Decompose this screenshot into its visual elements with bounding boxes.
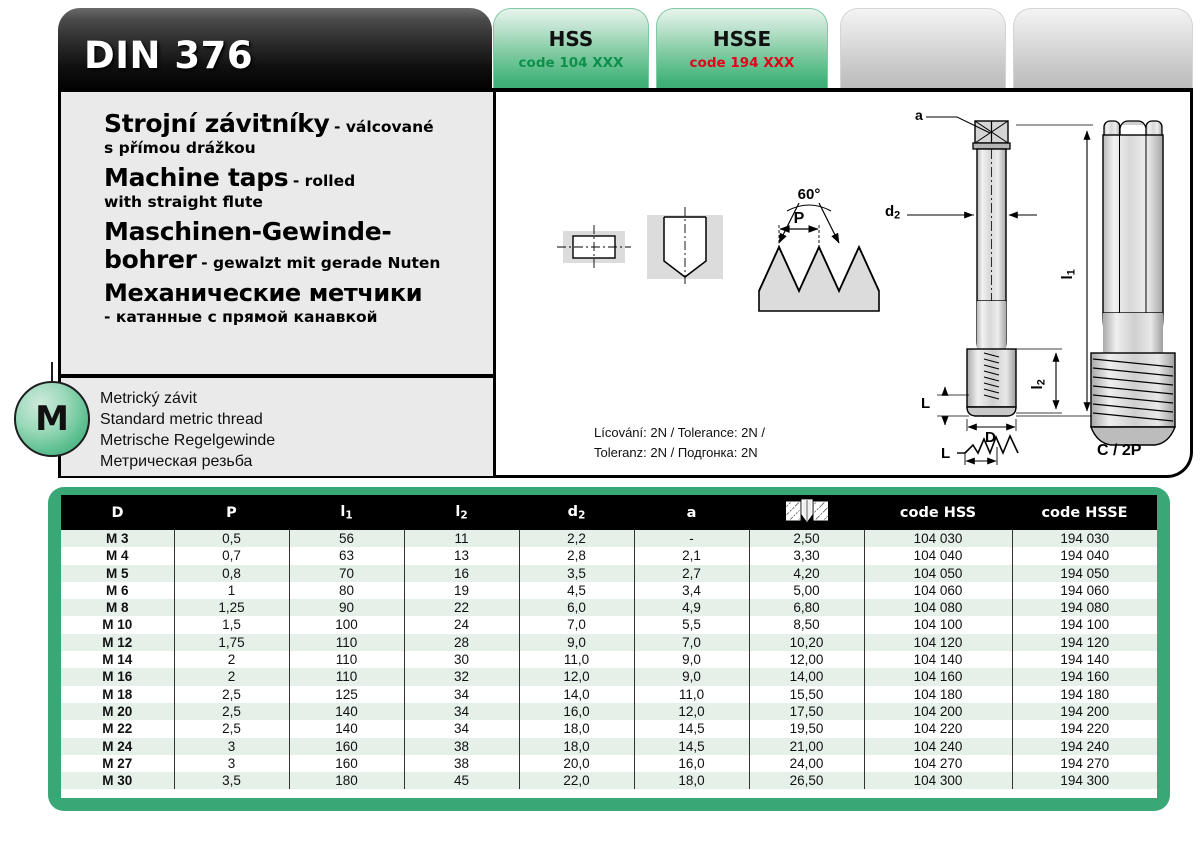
table-cell: M 20 xyxy=(61,703,174,720)
table-cell: 110 xyxy=(289,668,404,685)
table-cell: 18,0 xyxy=(634,772,749,789)
product-titles xyxy=(104,110,484,327)
table-cell: 34 xyxy=(404,686,519,703)
technical-drawings xyxy=(497,95,1193,476)
table-cell: 3 xyxy=(174,738,289,755)
blind-hole-section-icon xyxy=(647,207,723,285)
header-square-shank xyxy=(749,495,864,530)
table-cell: 80 xyxy=(289,582,404,599)
table-cell: M 8 xyxy=(61,599,174,616)
thread-type-names xyxy=(100,388,275,472)
table-cell: 160 xyxy=(289,755,404,772)
header-l2: $l_2$ xyxy=(404,495,519,530)
tap-drawing-dimensioned xyxy=(967,121,1016,416)
table-cell: 5,00 xyxy=(749,582,864,599)
table-row xyxy=(61,599,1157,616)
table-cell: 38 xyxy=(404,755,519,772)
tab-hsse-code: code 194 XXX xyxy=(689,55,795,71)
table-cell: 194 080 xyxy=(1012,599,1157,616)
table-cell: 3 xyxy=(174,755,289,772)
thread-name-de: Metrische Regelgewinde xyxy=(100,432,276,450)
table-cell: M 5 xyxy=(61,565,174,582)
table-row xyxy=(61,530,1157,547)
square-shank-icon xyxy=(786,498,828,528)
table-cell: 110 xyxy=(289,651,404,668)
table-row xyxy=(61,772,1157,789)
table-cell: 19 xyxy=(404,582,519,599)
table-cell: 13 xyxy=(404,547,519,564)
table-cell: 3,5 xyxy=(174,772,289,789)
table-cell: 6,80 xyxy=(749,599,864,616)
table-cell: 3,5 xyxy=(519,565,634,582)
table-cell: 2,5 xyxy=(174,720,289,737)
table-cell: 194 240 xyxy=(1012,738,1157,755)
table-cell: 19,50 xyxy=(749,720,864,737)
table-cell: M 22 xyxy=(61,720,174,737)
tolerance-note xyxy=(594,423,894,463)
table-cell: M 4 xyxy=(61,547,174,564)
table-cell: - xyxy=(634,530,749,547)
table-cell: 180 xyxy=(289,772,404,789)
table-cell: 8,50 xyxy=(749,616,864,633)
nut-top-view-icon xyxy=(557,225,631,269)
thread-name-cs: Metrický závit xyxy=(100,390,197,407)
table-cell: 22,0 xyxy=(519,772,634,789)
table-cell: 34 xyxy=(404,720,519,737)
table-cell: 90 xyxy=(289,599,404,616)
table-cell: 104 300 xyxy=(864,772,1012,789)
table-cell: 14,5 xyxy=(634,720,749,737)
table-cell: 194 180 xyxy=(1012,686,1157,703)
table-row xyxy=(61,582,1157,599)
thread-name-ru: Метрическая резьба xyxy=(100,453,253,471)
table-body xyxy=(61,530,1157,789)
header-a: a xyxy=(634,495,749,530)
pitch-label: P xyxy=(793,210,805,227)
table-cell: 9,0 xyxy=(634,668,749,685)
table-row xyxy=(61,668,1157,685)
table-cell: 16,0 xyxy=(634,755,749,772)
tolerance-note-line1: Lícování: 2N / Tolerance: 2N / xyxy=(594,425,766,440)
title-ru-sub: - катанные с прямой канавкой xyxy=(104,307,378,326)
table-cell: 2,5 xyxy=(174,703,289,720)
table-cell: 194 120 xyxy=(1012,634,1157,651)
table-cell: 70 xyxy=(289,565,404,582)
title-cs-main: Strojní závitníky xyxy=(104,109,330,138)
table-cell: 104 100 xyxy=(864,616,1012,633)
table-cell: 38 xyxy=(404,738,519,755)
tap-drawing-solid xyxy=(1091,121,1175,445)
title-cs-sub: s přímou drážkou xyxy=(104,139,256,157)
table-cell: 2 xyxy=(174,651,289,668)
title-en-suffix: - rolled xyxy=(292,172,356,191)
table-cell: 160 xyxy=(289,738,404,755)
table-cell: 1,75 xyxy=(174,634,289,651)
table-cell: 3,4 xyxy=(634,582,749,599)
table-cell: 0,5 xyxy=(174,530,289,547)
table-cell: 12,0 xyxy=(519,668,634,685)
header-P: P xyxy=(174,495,289,530)
table-cell: 104 050 xyxy=(864,565,1012,582)
table-row xyxy=(61,686,1157,703)
tab-din-title xyxy=(58,8,492,92)
header-code-hsse: code HSSE xyxy=(1012,495,1157,530)
title-en-sub: with straight flute xyxy=(104,193,263,212)
table-cell: 4,20 xyxy=(749,565,864,582)
title-de xyxy=(104,218,484,274)
table-cell: 15,50 xyxy=(749,686,864,703)
table-cell: 21,00 xyxy=(749,738,864,755)
title-cs xyxy=(104,110,484,158)
table-cell: 1,5 xyxy=(174,616,289,633)
title-ru xyxy=(104,280,484,327)
table-cell: 2 xyxy=(174,668,289,685)
table-cell: M 6 xyxy=(61,582,174,599)
table-cell: 194 040 xyxy=(1012,547,1157,564)
title-en xyxy=(104,164,484,212)
table-cell: 45 xyxy=(404,772,519,789)
table-cell: 5,5 xyxy=(634,616,749,633)
table-cell: 16 xyxy=(404,565,519,582)
table-cell: 20,0 xyxy=(519,755,634,772)
table-cell: 18,0 xyxy=(519,720,634,737)
header-D: D xyxy=(61,495,174,530)
table-row xyxy=(61,720,1157,737)
table-row xyxy=(61,738,1157,755)
table-cell: 2,7 xyxy=(634,565,749,582)
table-cell: 3,30 xyxy=(749,547,864,564)
table-cell: 194 160 xyxy=(1012,668,1157,685)
tab-empty-2[interactable] xyxy=(1013,8,1193,92)
table-cell: 18,0 xyxy=(519,738,634,755)
table-cell: 2,5 xyxy=(174,686,289,703)
table-cell: 104 220 xyxy=(864,720,1012,737)
table-cell: 32 xyxy=(404,668,519,685)
table-cell: 104 270 xyxy=(864,755,1012,772)
table-cell: 104 120 xyxy=(864,634,1012,651)
table-cell: 104 060 xyxy=(864,582,1012,599)
table-row xyxy=(61,547,1157,564)
table-cell: 194 140 xyxy=(1012,651,1157,668)
label-d2: $d_2$ xyxy=(885,203,901,222)
table-cell: 4,9 xyxy=(634,599,749,616)
tab-hss-material: HSS xyxy=(548,27,594,51)
table-cell: 194 200 xyxy=(1012,703,1157,720)
table-cell: 7,0 xyxy=(519,616,634,633)
table-cell: 194 050 xyxy=(1012,565,1157,582)
dimensions-table-inner xyxy=(61,495,1157,798)
table-cell: 9,0 xyxy=(634,651,749,668)
table-cell: 104 140 xyxy=(864,651,1012,668)
table-cell: 26,50 xyxy=(749,772,864,789)
table-cell: 14,00 xyxy=(749,668,864,685)
header-code-hss: code HSS xyxy=(864,495,1012,530)
table-cell: 56 xyxy=(289,530,404,547)
page-title: DIN 376 xyxy=(84,34,254,77)
title-de-main-2: bohrer xyxy=(104,245,197,275)
caption-c2p: C / 2P xyxy=(1097,442,1142,459)
table-cell: 14,0 xyxy=(519,686,634,703)
panel-vertical-divider xyxy=(493,92,496,476)
table-cell: 12,0 xyxy=(634,703,749,720)
table-cell: 2,2 xyxy=(519,530,634,547)
tab-hss-code: code 104 XXX xyxy=(518,55,624,71)
table-cell: 34 xyxy=(404,703,519,720)
tolerance-note-line2: Toleranz: 2N / Подгонка: 2N xyxy=(594,445,758,461)
table-cell: M 30 xyxy=(61,772,174,789)
table-cell: 104 040 xyxy=(864,547,1012,564)
tab-hss[interactable] xyxy=(493,8,649,92)
tab-empty-1[interactable] xyxy=(840,8,1006,92)
table-cell: 11,0 xyxy=(634,686,749,703)
table-row xyxy=(61,651,1157,668)
title-de-suffix: - gewalzt mit gerade Nuten xyxy=(201,254,441,273)
table-cell: 17,50 xyxy=(749,703,864,720)
label-l2: $l_2$ xyxy=(1028,379,1048,390)
table-cell: 194 220 xyxy=(1012,720,1157,737)
table-cell: 194 100 xyxy=(1012,616,1157,633)
label-a: a xyxy=(915,107,923,123)
table-cell: 140 xyxy=(289,720,404,737)
table-cell: 11 xyxy=(404,530,519,547)
table-cell: M 18 xyxy=(61,686,174,703)
table-cell: 104 180 xyxy=(864,686,1012,703)
label-L-detail: L xyxy=(941,445,951,462)
table-cell: 194 270 xyxy=(1012,755,1157,772)
table-cell: 125 xyxy=(289,686,404,703)
header-d2: $d_2$ xyxy=(519,495,634,530)
angle-label: 60° xyxy=(797,186,821,203)
table-cell: M 27 xyxy=(61,755,174,772)
thread-type-badge-letter: M xyxy=(35,399,69,439)
table-cell: 12,00 xyxy=(749,651,864,668)
tab-hsse-material: HSSE xyxy=(712,27,772,51)
tab-hsse[interactable] xyxy=(656,8,828,92)
table-cell: M 10 xyxy=(61,616,174,633)
table-cell: 104 160 xyxy=(864,668,1012,685)
table-cell: 2,1 xyxy=(634,547,749,564)
table-cell: 28 xyxy=(404,634,519,651)
table-cell: 6,0 xyxy=(519,599,634,616)
table-cell: 0,8 xyxy=(174,565,289,582)
table-cell: M 12 xyxy=(61,634,174,651)
table-cell: 30 xyxy=(404,651,519,668)
table-cell: 194 300 xyxy=(1012,772,1157,789)
table-cell: 10,20 xyxy=(749,634,864,651)
tab-strip xyxy=(0,0,1200,92)
table-cell: 100 xyxy=(289,616,404,633)
thread-name-en: Standard metric thread xyxy=(100,411,263,429)
thread-type-badge xyxy=(14,381,90,457)
table-cell: 104 030 xyxy=(864,530,1012,547)
table-cell: 4,5 xyxy=(519,582,634,599)
table-row xyxy=(61,634,1157,651)
dimensions-table-frame xyxy=(48,487,1170,811)
drawings-svg xyxy=(497,95,1193,476)
table-cell: 140 xyxy=(289,703,404,720)
table-cell: 2,50 xyxy=(749,530,864,547)
table-cell: 110 xyxy=(289,634,404,651)
table-cell: 22 xyxy=(404,599,519,616)
table-cell: 194 060 xyxy=(1012,582,1157,599)
table-cell: M 16 xyxy=(61,668,174,685)
table-cell: M 14 xyxy=(61,651,174,668)
table-cell: 9,0 xyxy=(519,634,634,651)
table-cell: 24 xyxy=(404,616,519,633)
title-en-main: Machine taps xyxy=(104,163,289,193)
table-cell: 104 240 xyxy=(864,738,1012,755)
table-cell: M 3 xyxy=(61,530,174,547)
thread-profile-diagram xyxy=(759,203,879,311)
table-cell: 16,0 xyxy=(519,703,634,720)
table-cell: 7,0 xyxy=(634,634,749,651)
header-l1: $l_1$ xyxy=(289,495,404,530)
table-header-row xyxy=(61,495,1157,530)
label-L: L xyxy=(921,395,931,412)
dimensions-table xyxy=(61,495,1157,789)
table-cell: 2,8 xyxy=(519,547,634,564)
title-ru-main: Механические метчики xyxy=(104,279,423,308)
table-cell: 14,5 xyxy=(634,738,749,755)
label-D: D xyxy=(985,429,996,446)
table-row xyxy=(61,755,1157,772)
table-cell: 63 xyxy=(289,547,404,564)
table-cell: M 24 xyxy=(61,738,174,755)
table-cell: 1 xyxy=(174,582,289,599)
table-cell: 104 080 xyxy=(864,599,1012,616)
table-row xyxy=(61,565,1157,582)
table-cell: 24,00 xyxy=(749,755,864,772)
table-cell: 0,7 xyxy=(174,547,289,564)
table-cell: 1,25 xyxy=(174,599,289,616)
table-cell: 11,0 xyxy=(519,651,634,668)
table-cell: 104 200 xyxy=(864,703,1012,720)
label-l1: $l_1$ xyxy=(1058,269,1078,280)
title-de-main-1: Maschinen-Gewinde- xyxy=(104,217,392,247)
title-cs-suffix: - válcované xyxy=(333,118,434,136)
table-cell: 194 030 xyxy=(1012,530,1157,547)
table-row xyxy=(61,616,1157,633)
table-row xyxy=(61,703,1157,720)
